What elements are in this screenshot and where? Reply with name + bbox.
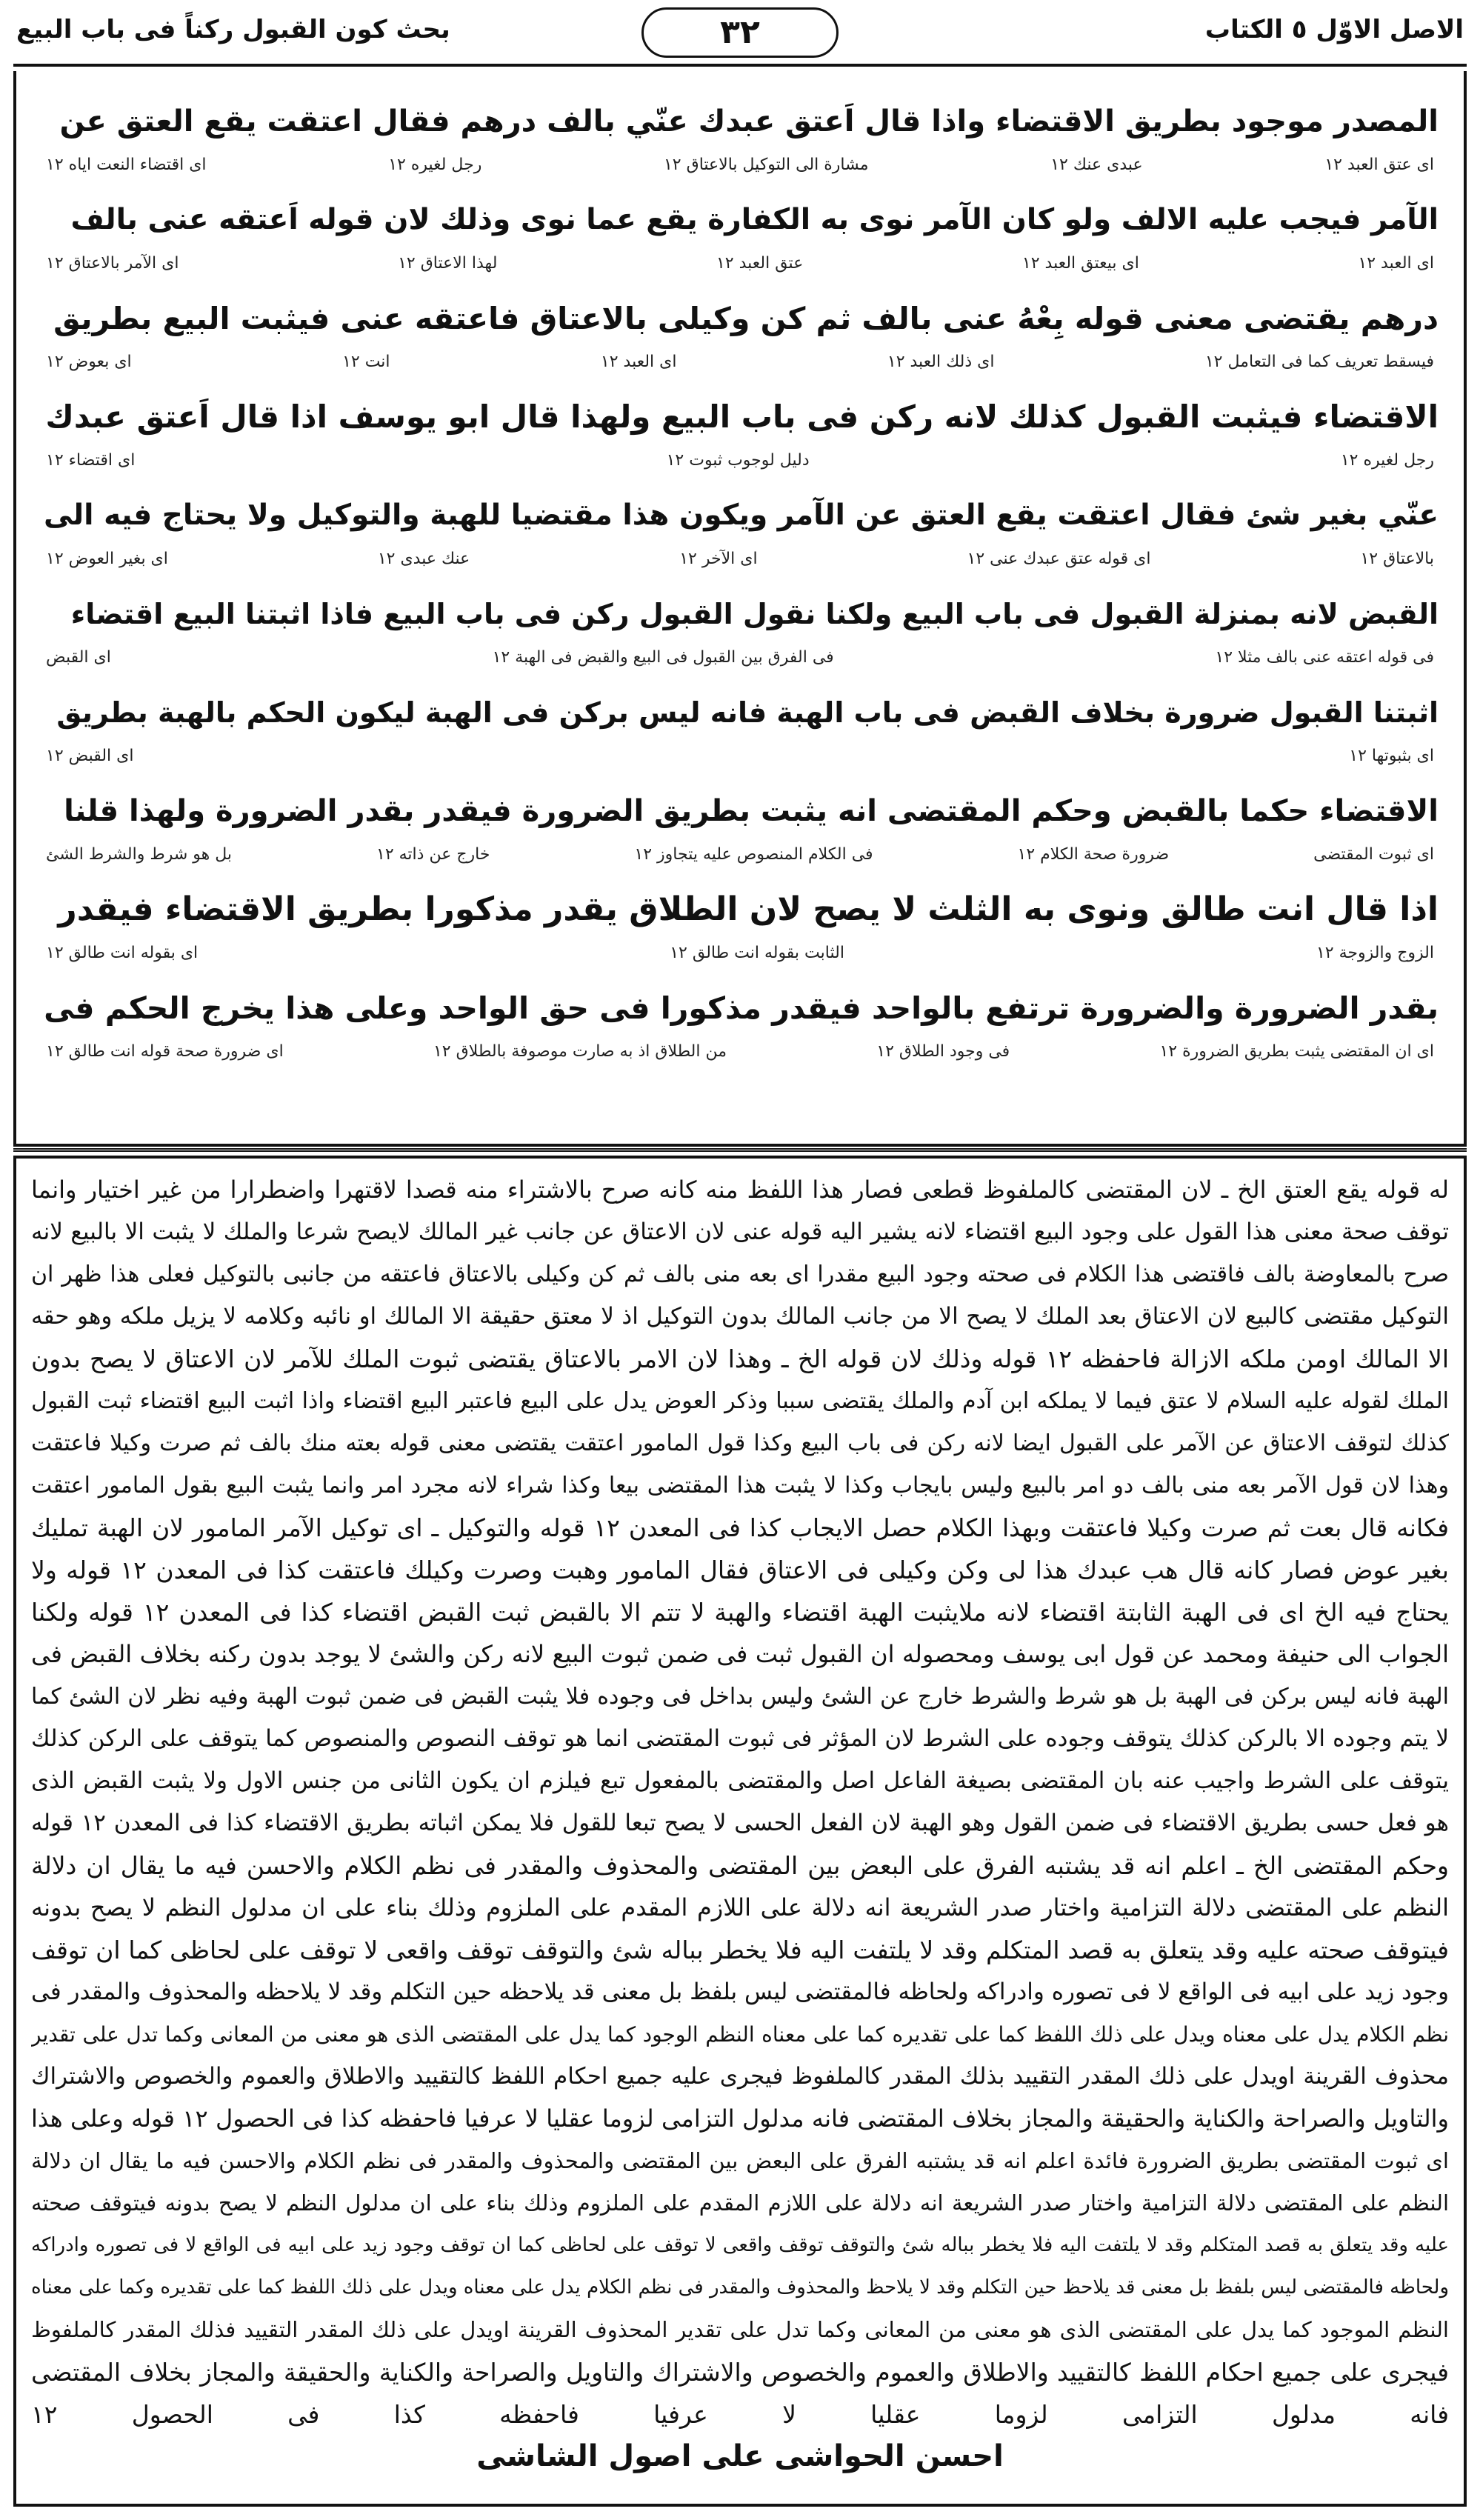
interlinear-gloss: اى ذلك العبد ١٢ xyxy=(887,353,995,371)
commentary-line: النظم على المقتضى دلالة التزامية واختار صدر الشريعة انه دلالة على اللازم المقدم على الملزوم وذلك بناء على ان مدلول النظم لا يصح بدونه xyxy=(31,1893,1449,1921)
interlinear-gloss: اى بثبوتها ١٢ xyxy=(1349,747,1434,765)
interlinear-gloss: بالاعتاق ١٢ xyxy=(1360,550,1434,568)
interlinear-gloss: بل هو شرط والشرط الشئ xyxy=(46,845,233,864)
commentary-line: عليه وقد يتعلق به قصد المتكلم وقد لا يلتفت اليه فلا يخطر بباله شئ والتوقف توقف واقعى لا توقف على لحاظى كما ان توقف وجود زيد على ابيه فى الواقع لا فى تصوره وادراكه xyxy=(31,2234,1449,2256)
interlinear-gloss-row xyxy=(41,153,1439,182)
commentary-line: فيتوقف صحته عليه وقد يتعلق به قصد المتكلم وقد لا يلتفت اليه فلا يخطر بباله شئ والتوقف توقف واقعى لا توقف على لحاظى كما ان توقف xyxy=(31,1936,1449,1964)
interlinear-gloss-row xyxy=(41,251,1439,281)
header-divider xyxy=(13,64,1467,67)
main-text-line xyxy=(41,876,1439,974)
main-text-line xyxy=(41,481,1439,580)
commentary-line: يحتاج فيه الخ اى فى الهبة الثابتة اقتضاء لانه ملايثبت الهبة اقتضاء والهبة لا تتم الا بالقبض ثبت القبض اقتضاء كذا فى المعدن ١٢ قوله ولكنا xyxy=(31,1598,1449,1627)
commentary-line: فكانه قال بعت ثم صرت وكيلا فاعتقت وبهذا الكلام حصل الايجاب كذا فى المعدن ١٢ قوله والتوكيل ـ اى توكيل الآمر المامور لان الهبة تمليك xyxy=(31,1513,1449,1542)
main-text-line xyxy=(41,580,1439,679)
main-text-content: اثبتنا القبول ضرورة بخلاف القبض فى باب الهبة فانه ليس بركن فى الهبة ليكون الحكم بالهبة بطريق xyxy=(56,696,1439,729)
commentary-line: كذلك لتوقف الاعتاق عن الآمر على القبول ايضا لانه ركن فى باب البيع وكذا قول المامور اعتقت يقتضى معنى قوله بعته منك بالف ثم صرت وكيلا فاعتقت xyxy=(31,1430,1449,1456)
interlinear-gloss-row xyxy=(41,842,1439,872)
interlinear-gloss-row xyxy=(41,744,1439,773)
page-header xyxy=(13,4,1467,62)
main-text-line xyxy=(41,974,1439,1073)
chapter-title: الاصل الاوّل ٥ الكتاب xyxy=(1204,15,1464,44)
interlinear-gloss: الثابت بقوله انت طالق ١٢ xyxy=(670,944,844,962)
interlinear-gloss: اى الآمر بالاعتاق ١٢ xyxy=(46,254,179,273)
main-text-content: درهم يقتضى معنى قوله بِعْهُ عنى بالف ثم كن وكيلى بالاعتاق فاعتقه عنى فيثبت البيع بطريق xyxy=(53,301,1439,336)
interlinear-gloss: الزوج والزوجة ١٢ xyxy=(1316,944,1434,962)
main-text-content: اذا قال انت طالق ونوى به الثلث لا يصح لان الطلاق يقدر مذكورا بطريق الاقتضاء فيقدر xyxy=(58,890,1439,928)
commentary-line: له قوله يقع العتق الخ ـ لان المقتضى كالملفوظ قطعى فصار هذا اللفظ منه كانه صرح بالاشتراء منه قصدا لاقتهرا واضطرارا من غير اختيار وانما xyxy=(31,1176,1449,1204)
interlinear-gloss: اى بيعتق العبد ١٢ xyxy=(1021,254,1139,273)
commentary-line: الهبة فانه ليس بركن فى الهبة بل هو شرط والشرط خارج عن الشئ وليس بداخل فى وجوده فلا يثبت القبض فى ضمن ثبوت الهبة وفيه نظر لان الشئ كما xyxy=(31,1684,1449,1710)
interlinear-gloss: اى بغير العوض ١٢ xyxy=(46,550,168,568)
main-text-content: القبض لانه بمنزلة القبول فى باب البيع ولكنا نقول القبول ركن فى باب البيع فاذا اثبتنا البيع اقتضاء xyxy=(70,598,1439,630)
interlinear-gloss: خارج عن ذاته ١٢ xyxy=(376,845,490,864)
interlinear-gloss: ضرورة صحة الكلام ١٢ xyxy=(1017,845,1170,864)
interlinear-gloss: اى اقتضاء النعت اياه ١٢ xyxy=(46,156,207,174)
main-text-content: عنّي بغير شئ فقال اعتقت يقع العتق عن الآمر ويكون هذا مقتضيا للهبة والتوكيل ولا يحتاج فيه الى xyxy=(44,499,1439,532)
interlinear-gloss: اى الآخر ١٢ xyxy=(679,550,758,568)
main-text-line xyxy=(41,383,1439,481)
main-text-line xyxy=(41,777,1439,876)
commentary-line: صرح بالمعاوضة بالف فاقتضى هذا الكلام فى صحته وجود البيع مقدرا اى بعه منى بالف ثم كن وكيلى بالاعتاق فاعتقه من جانبى بالتوكيل فعلى هذا ظهر ان xyxy=(31,1261,1449,1287)
interlinear-gloss: عنك عبدى ١٢ xyxy=(377,550,470,568)
interlinear-gloss: اى بعوض ١٢ xyxy=(46,353,132,371)
interlinear-gloss: اى اقتضاء ١٢ xyxy=(46,451,136,470)
commentary-line: النظم الموجود كما يدل على المقتضى الذى هو معنى من المعانى وكما تدل على تقدير المحذوف القرينة اويدل على ذلك المقدر التقييد فذلك المقدر كالملفوظ xyxy=(31,2317,1449,2342)
interlinear-gloss: رجل لغيره ١٢ xyxy=(1340,451,1434,470)
commentary-line: فانه مدلول التزامى لزوما عقليا لا عرفيا فاحفظه كذا فى الحصول ١٢ xyxy=(31,2400,1449,2429)
interlinear-gloss: اى القبض ١٢ xyxy=(46,747,134,765)
commentary-line: محذوف القرينة اويدل على ذلك المقدر التقييد بذلك المقدر كالملفوظ فيجرى عليه جميع احكام اللفظ كالتقييد والاطلاق والعموم والخصوص والاشتراك xyxy=(31,2063,1449,2090)
commentary-line: ولحاظه فالمقتضى ليس بلفظ بل معنى قد يلاحظ حين التكلم وقد لا يلاحظ والمحذوف والمقدر فى نظم الكلام يدل على معناه ويدل على ذلك اللفظ كما على تقديره وكما على معناه xyxy=(31,2276,1449,2299)
interlinear-gloss: فى وجود الطلاق ١٢ xyxy=(876,1042,1010,1061)
main-text-content: بقدر الضرورة والضرورة ترتفع بالواحد فيقدر مذكورا فى حق الواحد وعلى هذا يخرج الحكم فى xyxy=(44,990,1439,1026)
interlinear-gloss: انت ١٢ xyxy=(342,353,390,371)
main-text-content: الآمر فيجب عليه الالف ولو كان الآمر نوى به الكفارة يقع عما نوى وذلك لان قوله اَعتقه عنى بالف xyxy=(70,203,1439,236)
interlinear-gloss: اى ضرورة صحة قوله انت طالق ١٢ xyxy=(46,1042,284,1061)
commentary-line: والتاويل والصراحة والكناية والحقيقة والمجاز بخلاف المقتضى فانه مدلول التزامى لزوما عقليا لا عرفيا فاحفظه كذا فى الحصول ١٢ قوله وعلى هذا xyxy=(31,2104,1449,2133)
commentary-line: النظم على المقتضى دلالة التزامية واختار صدر الشريعة انه دلالة على اللازم المقدم على الملزوم وذلك بناء على ان مدلول النظم لا يصح بدونه فيتوقف صحته xyxy=(31,2190,1449,2216)
commentary-line: نظم الكلام يدل على معناه ويدل على ذلك اللفظ كما على تقديره كما على معناه النظم الوجود كما يدل على المقتضى الذى هو معنى من المعانى وكما تدل على تقدير xyxy=(31,2022,1449,2047)
commentary-line: الا المالك اومن ملكه الازالة فاحفظه ١٢ قوله وذلك لان قوله الخ ـ وهذا لان الامر بالاعتاق يقتضى ثبوت الملك للآمر لان الاعتاق لا يصح بدون xyxy=(31,1344,1449,1373)
main-text-line xyxy=(41,186,1439,284)
interlinear-gloss: اى ان المقتضى يثبت بطريق الضرورة ١٢ xyxy=(1159,1042,1434,1061)
section-title: بحث كون القبول ركناً فى باب البيع xyxy=(16,15,450,44)
interlinear-gloss: فى الكلام المنصوص عليه يتجاوز ١٢ xyxy=(634,845,873,864)
interlinear-gloss: اى بقوله انت طالق ١٢ xyxy=(46,944,199,962)
commentary-line: وهذا لان قول الآمر بعه منى بالف دو امر بالبيع وليس بايجاب وكذا لا يثبت هذا المقتضى بيعا وكذا شراء لانه مجرد امر وانما يثبت البيع بقول المامور اعتقت xyxy=(31,1473,1449,1499)
commentary-line: هو فعل حسى بطريق الاقتضاء فى ضمن القول وهو الهبة لان الفعل الحسى لا يصح تبعا للقول فلا يمكن اثباته بطريق الاقتضاء كذا فى المعدن ١٢ قوله xyxy=(31,1810,1449,1836)
interlinear-gloss: اى العبد ١٢ xyxy=(600,353,677,371)
commentary-line: وجود زيد على ابيه فى الواقع لا فى تصوره وادراكه ولحاظه فالمقتضى ليس بلفظ بل معنى قد يلاحظه حين التكلم وقد لا يلاحظه والمحذوف والمقدر فى xyxy=(31,1979,1449,2005)
main-text-content: المصدر موجود بطريق الاقتضاء واذا قال اَعتق عبدك عنّي بالف درهم فقال اعتقت يقع العتق عن xyxy=(59,104,1439,139)
interlinear-gloss: فيسقط تعريف كما فى التعامل ١٢ xyxy=(1204,353,1434,371)
interlinear-gloss: فى الفرق بين القبول فى البيع والقبض فى الهبة ١٢ xyxy=(492,648,834,667)
interlinear-gloss-row xyxy=(41,350,1439,379)
interlinear-gloss-row xyxy=(41,448,1439,478)
interlinear-gloss: اى عتق العبد ١٢ xyxy=(1324,156,1434,174)
commentary-line: الجواب الى حنيفة ومحمد عن قول ابى يوسف ومحصوله ان القبول ثبت فى ضمن ثبوت البيع لانه ركن والشئ لا يوجد بدون ركنه بخلاف القبض فى xyxy=(31,1640,1449,1668)
interlinear-gloss: مشارة الى التوكيل بالاعتاق ١٢ xyxy=(663,156,869,174)
interlinear-gloss: رجل لغيره ١٢ xyxy=(388,156,482,174)
commentary-line: لا يتم وجوده الا بالركن كذلك يتوقف وجوده على الشرط لان المؤثر فى ثبوت المقتضى انما هو توقف النصوص والمنصوص كما يتوقف على الركن كذلك xyxy=(31,1725,1449,1752)
book-title-footer: احسن الحواشى على اصول الشاشى xyxy=(476,2439,1004,2473)
interlinear-gloss: اى ثبوت المقتضى xyxy=(1313,845,1434,864)
interlinear-gloss: اى العبد ١٢ xyxy=(1358,254,1434,273)
commentary-block xyxy=(13,1156,1467,2507)
interlinear-gloss: فى قوله اعتقه عنى بالف مثلا ١٢ xyxy=(1215,648,1434,667)
interlinear-gloss: اى القبض xyxy=(46,648,111,667)
interlinear-gloss: دليل لوجوب ثبوت ١٢ xyxy=(666,451,810,470)
commentary-line: وحكم المقتضى الخ ـ اعلم انه قد يشتبه الفرق على البعض بين المقتضى والمحذوف والمقدر فى نظم الكلام والاحسن فيه ما يقال ان دلالة xyxy=(31,1851,1449,1880)
page-number: ٣٢ xyxy=(641,7,839,58)
commentary-line: توقف صحة معنى هذا القول على وجود البيع اقتضاء لانه يشير اليه قوله عنى لان الاعتاق عن جانب غير المالك لايصح شرعا والملك لا يثبت الا بالبيع لانه xyxy=(31,1219,1449,1245)
interlinear-gloss: لهذا الاعتاق ١٢ xyxy=(398,254,498,273)
commentary-line: اى ثبوت المقتضى بطريق الضرورة فائدة اعلم انه قد يشتبه الفرق على البعض بين المقتضى والمحذوف والمقدر فى نظم الكلام والاحسن فيه ما يقال ان دلالة xyxy=(31,2148,1449,2173)
commentary-line: التوكيل مقتضى كالبيع لان الاعتاق بعد الملك لا يصح الا من جانب المالك بدون التوكيل اذ لا معتق حقيقة الا المالك او نائبه وكلامه لا يزيل ملكه وهو حقه xyxy=(31,1303,1449,1330)
commentary-line: الملك لقوله عليه السلام لا عتق فيما لا يملكه ابن آدم والملك يقتضى سببا وذكر العوض يدل على البيع فاعتبر البيع اقتضاء واذا اثبت البيع اقتضاء ثبت القبول xyxy=(31,1388,1449,1414)
main-text-block xyxy=(13,71,1467,1147)
interlinear-gloss: اى قوله عتق عبدك عنى ١٢ xyxy=(967,550,1151,568)
interlinear-gloss: عبدى عنك ١٢ xyxy=(1050,156,1143,174)
main-text-content: الاقتضاء حكما بالقبض وحكم المقتضى انه يثبت بطريق الضرورة فيقدر بقدر الضرورة ولهذا قلنا xyxy=(64,794,1439,828)
main-text-line xyxy=(41,87,1439,186)
interlinear-gloss: من الطلاق اذ به صارت موصوفة بالطلاق ١٢ xyxy=(433,1042,727,1061)
commentary-divider xyxy=(13,1148,1467,1152)
commentary-line: بغير عوض فصار كانه قال هب عبدك هذا لى وكن وكيلى فى الاعتاق فقال المامور وهبت وصرت وكيلك فاعتقت كذا فى المعدن ١٢ قوله ولا xyxy=(31,1556,1449,1584)
interlinear-gloss-row xyxy=(41,1039,1439,1069)
interlinear-gloss-row xyxy=(41,547,1439,576)
commentary-line: يتوقف على الشرط واجيب عنه بان المقتضى بصيغة الفاعل اصل والمقتضى بالمفعول تبع فيلزم ان يكون الثانى من جنس الاول ولا يثبت القبض الذى xyxy=(31,1767,1449,1794)
interlinear-gloss: عتق العبد ١٢ xyxy=(716,254,804,273)
commentary-line: فيجرى على جميع احكام اللفظ كالتقييد والاطلاق والعموم والخصوص والاشتراك والتاويل والصراحة والكناية والحقيقة والمجاز بخلاف المقتضى xyxy=(31,2358,1449,2387)
main-text-line xyxy=(41,284,1439,383)
interlinear-gloss-row xyxy=(41,645,1439,675)
interlinear-gloss-row xyxy=(41,941,1439,970)
main-text-line xyxy=(41,679,1439,777)
main-text-content: الاقتضاء فيثبت القبول كذلك لانه ركن فى باب البيع ولهذا قال ابو يوسف اذا قال اَعتق عبدك xyxy=(45,399,1439,435)
